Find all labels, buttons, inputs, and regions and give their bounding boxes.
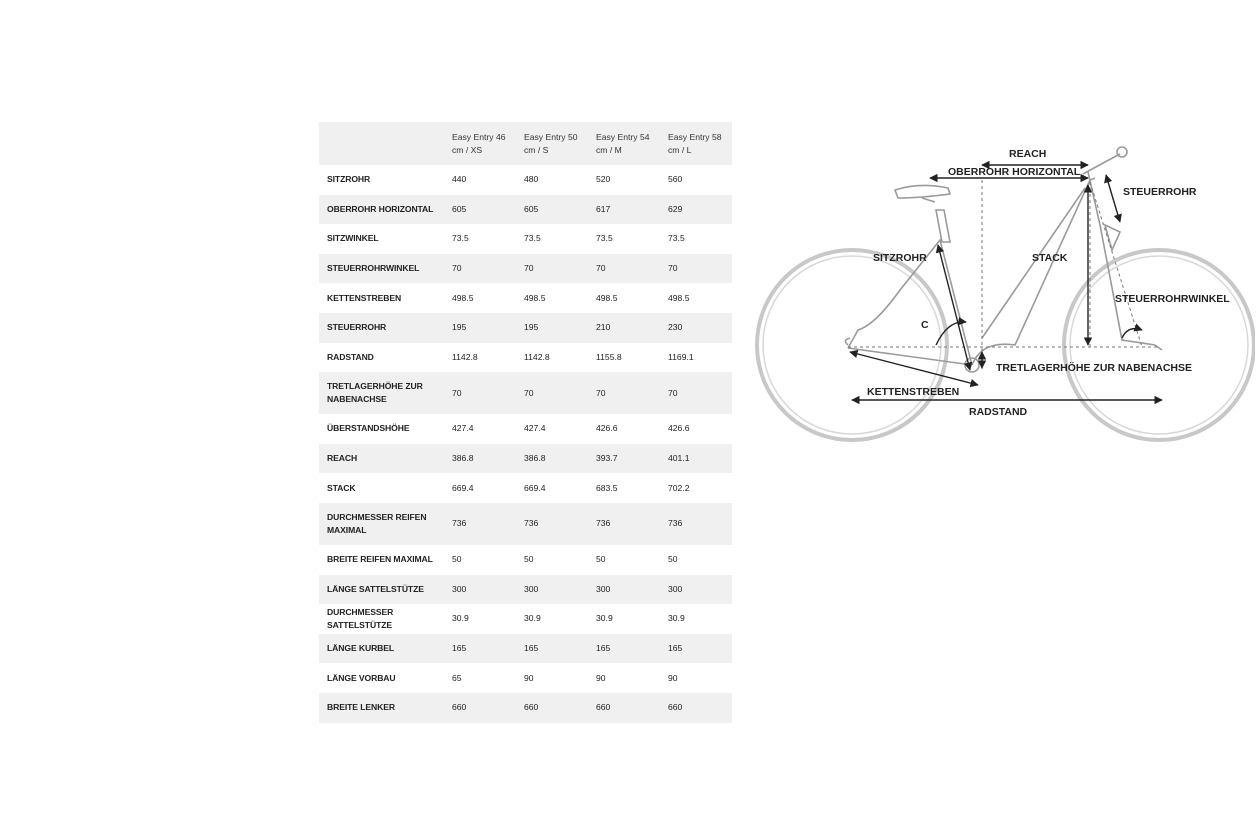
table-cell: 426.6 [596, 423, 618, 434]
table-row [319, 663, 732, 693]
table-cell: 683.5 [596, 482, 618, 493]
row-label: LÄNGE SATTELSTÜTZE [327, 583, 424, 594]
table-cell: 300 [668, 583, 683, 594]
table-cell: 617 [596, 203, 611, 214]
table-cell: 210 [596, 322, 611, 333]
table-cell: 427.4 [452, 423, 474, 434]
row-label: DURCHMESSER REIFEN MAXIMAL [327, 511, 427, 535]
table-cell: 195 [452, 322, 467, 333]
table-cell: 90 [668, 672, 678, 683]
reference-lines [848, 180, 1159, 370]
table-row [319, 693, 732, 723]
table-cell: 65 [452, 672, 462, 683]
row-label: LÄNGE VORBAU [327, 672, 396, 683]
table-cell: 70 [524, 387, 534, 398]
table-row [319, 254, 732, 284]
header-cell: Easy Entry 54 cm / M [596, 131, 650, 155]
label-tretlagerhoehe: TRETLAGERHÖHE ZUR NABENACHSE [996, 362, 1193, 374]
table-cell: 702.2 [668, 482, 690, 493]
row-label: OBERROHR HORIZONTAL [327, 203, 434, 214]
table-cell: 30.9 [596, 613, 613, 624]
header-cell: Easy Entry 50 cm / S [524, 131, 578, 155]
header-cell [319, 122, 444, 165]
table-cell: 70 [452, 263, 462, 274]
geometry-table [319, 122, 732, 723]
row-label: ÜBERSTANDSHÖHE [327, 423, 410, 434]
table-cell: 70 [524, 263, 534, 274]
label-sitzrohr: SITZROHR [873, 252, 927, 264]
table-cell: 440 [452, 174, 467, 185]
table-cell: 300 [452, 583, 467, 594]
table-cell: 660 [452, 702, 467, 713]
row-label: STACK [327, 482, 356, 493]
table-cell: 393.7 [596, 453, 618, 464]
front-wheel [1064, 250, 1254, 440]
table-cell: 669.4 [452, 482, 474, 493]
table-cell: 30.9 [452, 613, 469, 624]
row-label: REACH [327, 453, 358, 464]
table-cell: 560 [668, 174, 683, 185]
table-row [319, 372, 732, 414]
table-cell: 73.5 [596, 233, 613, 244]
table-cell: 70 [452, 387, 462, 398]
table-cell: 1169.1 [668, 351, 694, 362]
table-cell: 70 [596, 263, 606, 274]
table-row [319, 634, 732, 664]
table-cell: 1142.8 [524, 351, 550, 362]
table-cell: 73.5 [668, 233, 685, 244]
table-cell: 90 [596, 672, 606, 683]
header-cell: Easy Entry 58 cm / L [668, 131, 722, 155]
table-row [319, 313, 732, 343]
table-cell: 736 [524, 518, 539, 529]
table-row [319, 604, 732, 634]
row-label: STEUERROHR [327, 322, 387, 333]
table-cell: 165 [452, 643, 467, 654]
table-cell: 736 [596, 518, 611, 529]
table-cell: 498.5 [596, 292, 618, 303]
table-row [319, 414, 732, 444]
table-cell: 498.5 [524, 292, 546, 303]
label-stack: STACK [1032, 252, 1068, 264]
row-label: STEUERROHRWINKEL [327, 263, 420, 274]
table-cell: 50 [524, 554, 534, 565]
table-cell: 50 [452, 554, 462, 565]
label-reach: REACH [1009, 148, 1047, 160]
row-label: KETTENSTREBEN [327, 292, 402, 303]
table-cell: 736 [452, 518, 467, 529]
table-row [319, 503, 732, 545]
table-header-row [319, 122, 732, 165]
table-cell: 660 [668, 702, 683, 713]
label-c: C [921, 319, 929, 331]
row-label: LÄNGE KURBEL [327, 643, 395, 654]
row-label: BREITE REIFEN MAXIMAL [327, 554, 433, 565]
table-cell: 736 [668, 518, 683, 529]
table-cell: 90 [524, 672, 534, 683]
bike-geometry-diagram [750, 130, 1255, 445]
table-cell: 165 [524, 643, 539, 654]
table-cell: 480 [524, 174, 539, 185]
table-cell: 386.8 [524, 453, 546, 464]
header-cell: Easy Entry 46 cm / XS [452, 131, 506, 155]
table-cell: 605 [452, 203, 467, 214]
table-cell: 605 [524, 203, 539, 214]
table-cell: 520 [596, 174, 611, 185]
rear-wheel [757, 250, 947, 440]
table-row [319, 545, 732, 575]
row-label: SITZROHR [327, 174, 371, 185]
table-cell: 1155.8 [596, 351, 622, 362]
table-row [319, 444, 732, 474]
table-cell: 401.1 [668, 453, 690, 464]
table-cell: 73.5 [524, 233, 541, 244]
table-cell: 70 [596, 387, 606, 398]
table-cell: 386.8 [452, 453, 474, 464]
table-cell: 629 [668, 203, 683, 214]
table-row [319, 473, 732, 503]
label-oberrohr-horizontal: OBERROHR HORIZONTAL [948, 166, 1081, 178]
table-row [319, 165, 732, 195]
table-cell: 660 [596, 702, 611, 713]
table-cell: 195 [524, 322, 539, 333]
table-row [319, 283, 732, 313]
table-cell: 50 [668, 554, 678, 565]
table-cell: 73.5 [452, 233, 469, 244]
row-label: BREITE LENKER [327, 702, 395, 713]
table-cell: 165 [596, 643, 611, 654]
table-row [319, 575, 732, 605]
label-kettenstreben: KETTENSTREBEN [867, 386, 960, 398]
row-label: SITZWINKEL [327, 233, 379, 244]
table-cell: 426.6 [668, 423, 690, 434]
table-cell: 30.9 [524, 613, 541, 624]
table-cell: 498.5 [452, 292, 474, 303]
table-cell: 660 [524, 702, 539, 713]
row-label: RADSTAND [327, 351, 374, 362]
table-row [319, 195, 732, 225]
table-cell: 427.4 [524, 423, 546, 434]
table-cell: 70 [668, 387, 678, 398]
table-row [319, 224, 732, 254]
table-cell: 50 [596, 554, 606, 565]
label-steuerrohrwinkel: STEUERROHRWINKEL [1115, 293, 1230, 305]
table-cell: 1142.8 [452, 351, 478, 362]
table-cell: 300 [524, 583, 539, 594]
table-row [319, 343, 732, 373]
row-label: DURCHMESSER SATTELSTÜTZE [327, 606, 394, 630]
table-cell: 165 [668, 643, 683, 654]
label-steuerrohr: STEUERROHR [1123, 186, 1197, 198]
table-cell: 70 [668, 263, 678, 274]
table-cell: 300 [596, 583, 611, 594]
table-cell: 498.5 [668, 292, 690, 303]
label-radstand: RADSTAND [969, 406, 1028, 418]
row-label: TRETLAGERHÖHE ZUR NABENACHSE [327, 381, 423, 405]
table-cell: 230 [668, 322, 683, 333]
table-cell: 669.4 [524, 482, 546, 493]
table-cell: 30.9 [668, 613, 685, 624]
